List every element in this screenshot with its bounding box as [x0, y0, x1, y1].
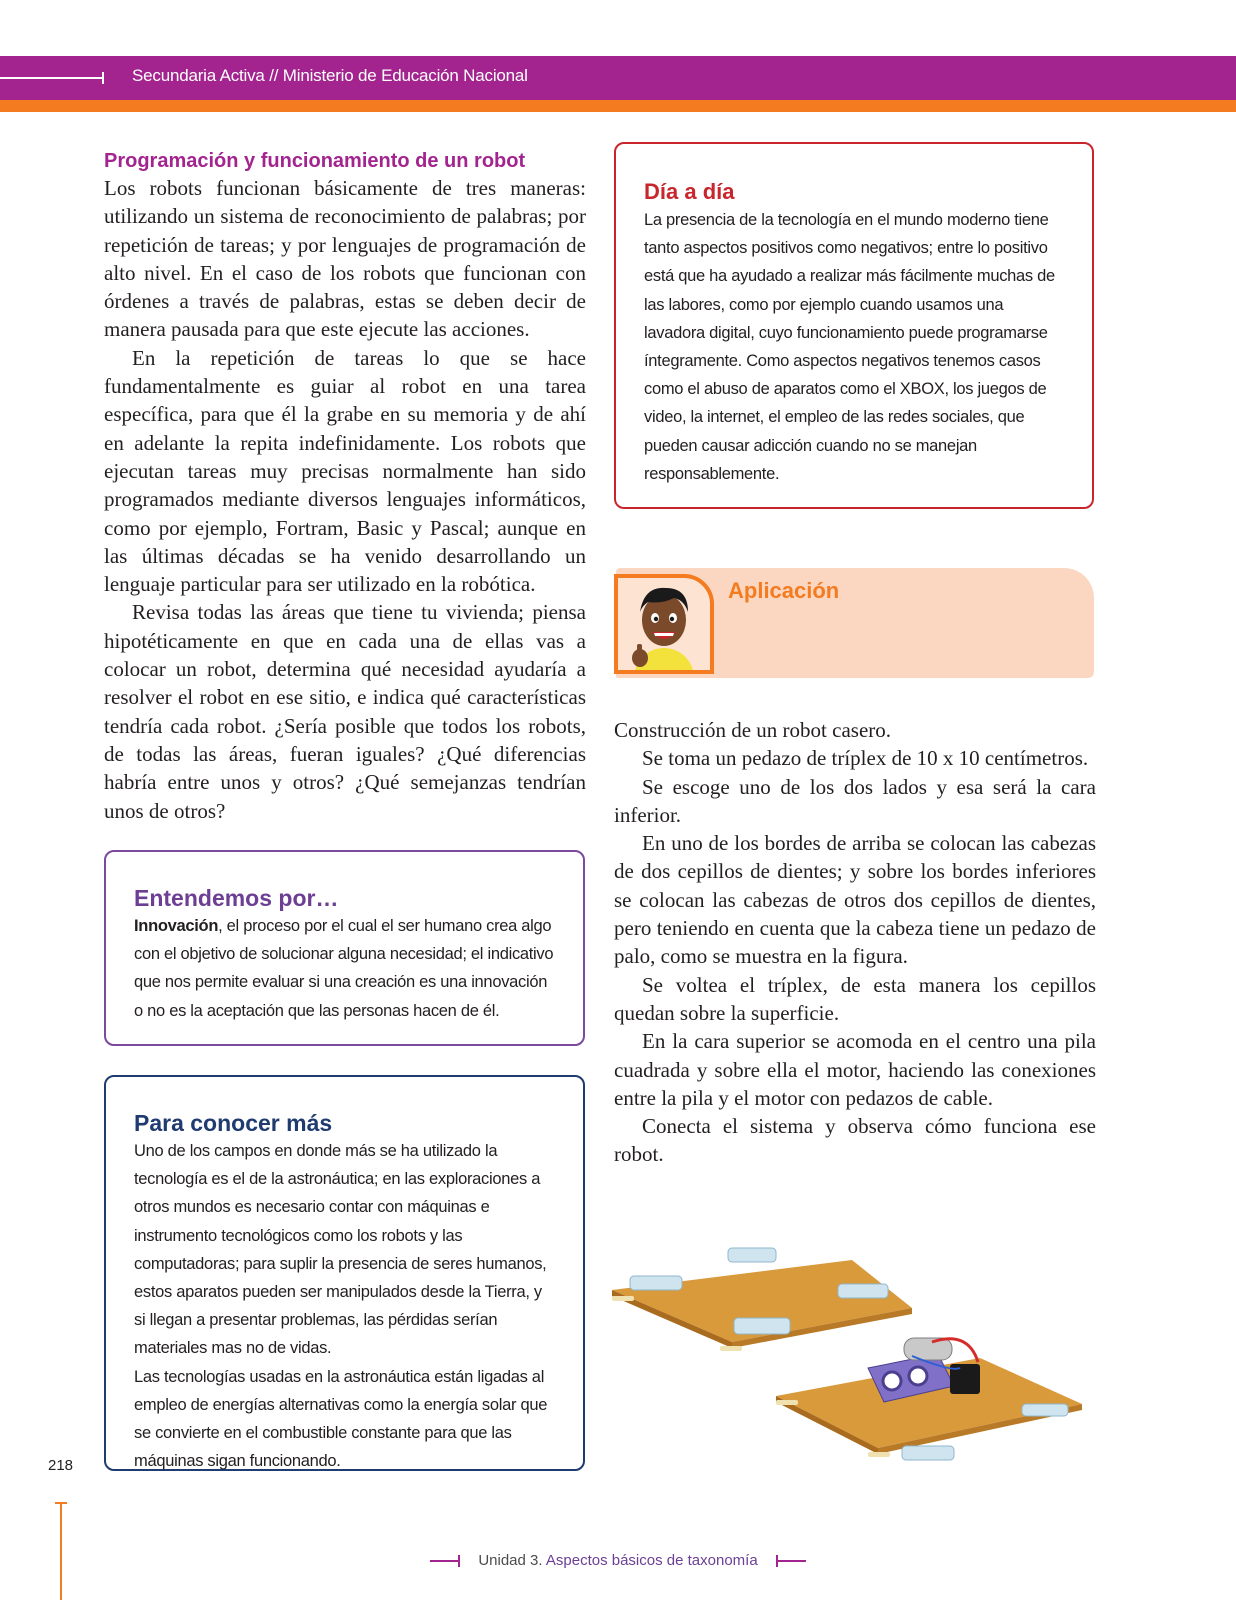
toothbrush-head [838, 1284, 888, 1298]
page-margin-tick [55, 1502, 67, 1504]
page-number: 218 [48, 1457, 74, 1474]
paragraph: Uno de los campos en donde más se ha utilizado la tecnología es el de la astronáutica; en las exploraciones a otros mundos es necesario contar con máquinas e instrumento tecnológicos como los robots y las computadoras; para suplir la presencia de seres humanos, estos aparatos pueden ser manipulados desde la Tierra, y si llegan a presentar problemas, las pérdidas serían materiales mas no de vidas. [134, 1142, 547, 1358]
paragraph: Se escoge uno de los dos lados y esa será la cara inferior. [614, 774, 1096, 827]
toothbrush-head [630, 1276, 682, 1290]
paragraph: Se toma un pedazo de tríplex de 10 x 10 centímetros. [642, 746, 1089, 771]
paragraph: Construcción de un robot casero. [614, 718, 892, 742]
footer-unit: Unidad 3. [478, 1552, 543, 1569]
page-margin-line [60, 1502, 62, 1600]
paragraph: Las tecnologías usadas en la astronáutica están ligadas al empleo de energías alternativas como la energía solar que se convierte en el combustible constante para que las máquinas sigan funcionando. [134, 1367, 548, 1471]
entendemos-text [134, 912, 557, 1025]
aplicacion-title: Aplicación [728, 578, 840, 603]
entendemos-term: Innovación [134, 917, 219, 935]
dia-a-dia-text: La presencia de la tecnología en el mundo moderno tiene tanto aspectos positivos como negativos; entre lo positivo está que ha ayudado a realizar más fácilmente muchas de las labores, como por ejemplo cuando usamos una lavadora digital, cuyo funcionamiento puede programarse íntegramente. Como aspectos negativos tenemos casos como el abuso de aparatos como el XBOX, los juegos de video, la internet, el empleo de las redes sociales, que pueden causar adicción cuando no se manejan responsablemente. [644, 211, 1055, 483]
para-conocer-title: Para conocer más [134, 1110, 333, 1136]
entendemos-definition: , el proceso por el cual el ser humano crea algo con el objetivo de solucionar alguna necesidad; el indicativo que nos permite evaluar si una creación es una innovación o no es la aceptación que las personas hacen de él. [134, 917, 554, 1020]
toothbrush-head [734, 1318, 790, 1334]
student-avatar [614, 574, 714, 674]
footer [0, 1552, 1236, 1569]
entendemos-title: Entendemos por… [134, 885, 339, 911]
paragraph: Revisa todas las áreas que tiene tu vivienda; piensa hipotéticamente en que en cada una de ellas vas a colocar un robot, determina qué necesidad ayudaría a resolver el robot en ese sitio, e indica qué características tendría cada robot. ¿Sería posible que todos los robots, de todas las áreas, fueran iguales? ¿Qué diferencias habría entre unos y otros? ¿Qué semejanzas tendrían unos de otros? [104, 600, 586, 823]
paragraph: En la repetición de tareas lo que se hace fundamentalmente es guiar al robot en una tarea específica, para que él la grabe en su memoria y de ahí en adelante la repita indefinidamente. Los robots que ejecutan tareas muy precisas normalmente han sido programados mediante diversos lenguajes informáticos, como por ejemplo, Fortram, Basic y Pascal; aunque en las últimas décadas se ha venido desarrollando un lenguaje particular para ser utilizado en la robótica. [104, 345, 586, 597]
para-conocer-box [104, 1075, 585, 1471]
paragraph: Se voltea el tríplex, de esta manera los cepillos quedan sobre la superficie. [614, 972, 1096, 1025]
footer-title: Aspectos básicos de taxonomía [545, 1552, 758, 1569]
paragraph: En la cara superior se acomoda en el centro una pila cuadrada y sobre ella el motor, haciendo las conexiones entre la pila y el motor con pedazos de cable. [614, 1029, 1096, 1110]
left-body [104, 174, 586, 825]
paragraph: Los robots funcionan básicamente de tres maneras: utilizando un sistema de reconocimiento de palabras; por repetición de tareas; y por lenguajes de programación de alto nivel. En el caso de los robots que funcionan con órdenes a través de palabras, estas se deben decir de manera pausada para que este ejecute las acciones. [104, 176, 586, 342]
toothbrush-head [728, 1248, 776, 1262]
paragraph: En uno de los bordes de arriba se colocan las cabezas de dos cepillos de dientes; y sobre los bordes inferiores se colocan las cabezas de otros dos cepillos de dientes, pero teniendo en cuenta que la cabeza tiene un pedazo de palo, como se muestra en la figura. [614, 831, 1096, 969]
homemade-robot-illustration [612, 1238, 1102, 1478]
dia-a-dia-title: Día a día [644, 179, 735, 204]
section-title: Programación y funcionamiento de un robot [104, 150, 526, 172]
header-rule [0, 77, 104, 79]
aplicacion-body [614, 716, 1096, 1169]
para-conocer-text [134, 1137, 557, 1475]
motor [904, 1338, 952, 1360]
footer-deco-right [776, 1560, 806, 1562]
toothbrush-head [1022, 1404, 1068, 1416]
header-rule-tick [102, 72, 104, 84]
toothbrush-head [902, 1446, 954, 1460]
dia-a-dia-box [614, 142, 1094, 509]
header-accent-stripe [0, 100, 1236, 112]
paragraph: Conecta el sistema y observa cómo funciona ese robot. [614, 1114, 1096, 1167]
student-icon [618, 578, 710, 670]
footer-deco-left [430, 1560, 460, 1562]
entendemos-box [104, 850, 585, 1046]
left-column [104, 148, 586, 825]
header-title: Secundaria Activa // Ministerio de Educación Nacional [132, 66, 528, 85]
